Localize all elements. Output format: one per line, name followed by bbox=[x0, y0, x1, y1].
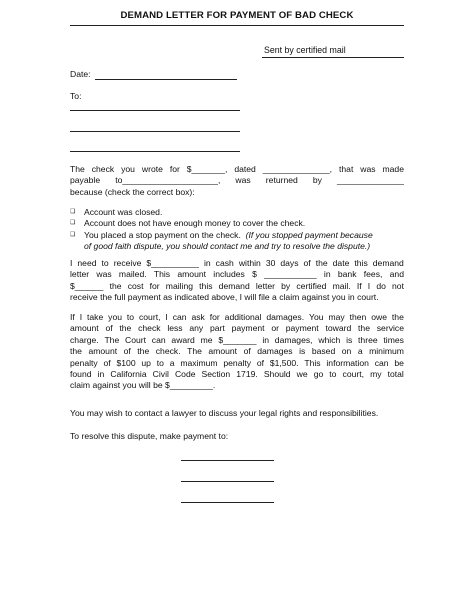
word: payable bbox=[70, 175, 101, 186]
checkbox-icon[interactable]: ❏ bbox=[70, 209, 76, 215]
address-line-2 bbox=[70, 131, 240, 132]
word: ______________, bbox=[262, 164, 333, 174]
word: to____________________, bbox=[115, 175, 221, 186]
word: for bbox=[149, 280, 160, 291]
word: times bbox=[383, 334, 404, 345]
payment-demand-paragraph bbox=[70, 258, 404, 304]
word: is bbox=[346, 334, 353, 345]
payee-line-3 bbox=[181, 502, 274, 503]
word: payment bbox=[231, 323, 265, 334]
word: which bbox=[318, 334, 341, 345]
word: need bbox=[77, 258, 97, 268]
word: of bbox=[303, 258, 311, 268]
word: letter bbox=[255, 280, 275, 291]
word: of bbox=[256, 357, 265, 368]
word: $1,500. bbox=[269, 357, 299, 368]
word: service bbox=[376, 323, 404, 334]
word: The bbox=[104, 334, 120, 345]
word: three bbox=[358, 334, 378, 345]
reason-checklist bbox=[70, 207, 410, 253]
word: $_______ bbox=[218, 334, 257, 345]
word: this bbox=[199, 280, 213, 291]
payee-line-2 bbox=[181, 481, 274, 482]
check-paragraph-line-3: because (check the correct box): bbox=[70, 186, 195, 197]
address-line-3 bbox=[70, 151, 240, 152]
sent-by-note: Sent by certified mail bbox=[264, 45, 346, 55]
date-blank-line bbox=[95, 79, 237, 80]
word: do bbox=[376, 280, 386, 291]
word: part bbox=[210, 323, 225, 334]
word: mail. bbox=[332, 280, 351, 291]
word: date bbox=[332, 258, 350, 268]
word: certified bbox=[296, 280, 327, 291]
word: within bbox=[238, 258, 261, 268]
document-title: DEMAND LETTER FOR PAYMENT OF BAD CHECK bbox=[120, 10, 354, 21]
word: amount bbox=[208, 346, 238, 357]
word: penalty bbox=[223, 357, 252, 368]
word: can bbox=[172, 312, 187, 322]
word: California bbox=[110, 369, 147, 380]
word: mailed. bbox=[118, 269, 147, 280]
check-paragraph-line-2 bbox=[70, 175, 404, 186]
word: the bbox=[358, 323, 370, 334]
word: a bbox=[357, 346, 363, 357]
payment-instruction: To resolve this dispute, make payment to: bbox=[70, 431, 229, 441]
word: to bbox=[126, 312, 135, 322]
word: You bbox=[309, 312, 324, 322]
word: not bbox=[392, 280, 404, 291]
word: of bbox=[105, 323, 113, 334]
word: wrote bbox=[141, 164, 163, 174]
word: Civil bbox=[152, 369, 169, 380]
word: bank bbox=[337, 269, 357, 280]
damages-line bbox=[70, 358, 404, 369]
word: in bbox=[262, 334, 270, 345]
word: award bbox=[171, 334, 195, 345]
word: court, bbox=[138, 312, 161, 322]
word: I bbox=[70, 258, 73, 268]
word: Court bbox=[125, 334, 147, 345]
word: damages bbox=[257, 346, 293, 357]
title-underline bbox=[70, 25, 404, 26]
word: minimum bbox=[369, 346, 404, 357]
word: the bbox=[137, 346, 150, 357]
word: $ bbox=[252, 269, 257, 280]
word: The bbox=[70, 164, 85, 174]
word: Code bbox=[174, 369, 196, 380]
word: fees, bbox=[363, 269, 383, 280]
word: by bbox=[312, 175, 322, 186]
word: on bbox=[341, 346, 352, 357]
word: was bbox=[360, 164, 376, 174]
word: returned bbox=[265, 175, 298, 186]
word: The bbox=[187, 346, 202, 357]
reason-italic-note-cont: of good faith dispute, you should contact me and try to resolve the dispute.) bbox=[84, 241, 371, 252]
damages-paragraph bbox=[70, 312, 404, 392]
word: then bbox=[349, 312, 367, 322]
word: in bbox=[323, 269, 331, 280]
word: cash bbox=[215, 258, 234, 268]
reason-text-group bbox=[84, 230, 410, 253]
word: my bbox=[370, 369, 382, 380]
word: additional bbox=[224, 312, 262, 322]
word: Should bbox=[263, 369, 291, 380]
reason-item-insufficient-funds[interactable] bbox=[70, 218, 410, 229]
word: that bbox=[339, 164, 354, 174]
word: I bbox=[367, 280, 371, 291]
word: dated bbox=[234, 164, 256, 174]
word: and bbox=[389, 269, 404, 280]
payment-demand-line: receive the full payment as indicated above, I will file a claim against you in court. bbox=[70, 292, 379, 303]
payment-demand-line bbox=[70, 281, 404, 292]
word: Section bbox=[201, 369, 231, 380]
word: This bbox=[304, 357, 321, 368]
word: information bbox=[326, 357, 369, 368]
word: penalty bbox=[70, 357, 98, 368]
word: the bbox=[119, 323, 132, 334]
word: ask bbox=[191, 312, 205, 322]
reason-item-stop-payment[interactable] bbox=[70, 230, 410, 253]
word: the bbox=[391, 312, 404, 322]
payment-demand-line bbox=[70, 258, 404, 269]
word: $__________ bbox=[146, 258, 199, 268]
word: If bbox=[356, 280, 362, 291]
check-paragraph bbox=[70, 164, 404, 198]
word: damages, bbox=[274, 334, 313, 345]
lawyer-paragraph: You may wish to contact a lawyer to discuss your legal rights and responsibilities. bbox=[70, 408, 379, 418]
checkbox-icon[interactable]: ❏ bbox=[70, 220, 76, 227]
damages-line bbox=[70, 312, 404, 323]
word: $100 bbox=[116, 357, 136, 368]
word: 30 bbox=[265, 258, 276, 268]
word: we bbox=[296, 369, 308, 380]
word: you bbox=[121, 164, 135, 174]
word: owe bbox=[371, 312, 388, 322]
payee-line-1 bbox=[181, 460, 274, 461]
word: days bbox=[280, 258, 299, 268]
word: demand bbox=[372, 258, 404, 268]
word: ______________ bbox=[337, 175, 404, 186]
word: you bbox=[108, 312, 122, 322]
word: amount bbox=[70, 323, 99, 334]
word: can bbox=[374, 357, 389, 368]
word: the bbox=[70, 346, 82, 357]
word: receive bbox=[113, 258, 142, 268]
word: for bbox=[169, 164, 180, 174]
word: was bbox=[96, 269, 112, 280]
word: 1719. bbox=[236, 369, 258, 380]
word: a bbox=[169, 357, 175, 368]
word: can bbox=[151, 334, 166, 345]
reason-text: Account was closed. bbox=[84, 207, 163, 217]
to-label: To: bbox=[70, 91, 82, 101]
word: of bbox=[243, 346, 251, 357]
word: I bbox=[165, 312, 168, 322]
word: is bbox=[299, 346, 306, 357]
word: If bbox=[70, 312, 75, 322]
reason-item-closed[interactable] bbox=[70, 207, 410, 218]
word: was bbox=[235, 175, 251, 186]
damages-line bbox=[70, 346, 404, 357]
word: be bbox=[394, 357, 404, 368]
check-paragraph-line-1 bbox=[70, 164, 404, 175]
word: of bbox=[123, 346, 131, 357]
word: in bbox=[97, 369, 105, 380]
word: court, bbox=[342, 369, 365, 380]
word: $______ bbox=[70, 280, 104, 291]
sent-by-underline bbox=[262, 57, 404, 58]
word: me bbox=[200, 334, 213, 345]
word: check bbox=[138, 323, 161, 334]
word: go bbox=[313, 369, 324, 380]
word: in bbox=[203, 258, 211, 268]
address-line-1 bbox=[70, 110, 240, 111]
checkbox-icon[interactable]: ❏ bbox=[70, 231, 76, 238]
word: based bbox=[311, 346, 336, 357]
word: by bbox=[281, 280, 291, 291]
word: $_______, bbox=[186, 164, 228, 174]
word: made bbox=[382, 164, 404, 174]
word: less bbox=[167, 323, 183, 334]
word: amount bbox=[177, 269, 207, 280]
word: toward bbox=[325, 323, 352, 334]
word: up bbox=[141, 357, 151, 368]
payment-demand-line bbox=[70, 269, 404, 280]
word: the bbox=[109, 280, 122, 291]
word: any bbox=[189, 323, 204, 334]
word: may bbox=[328, 312, 345, 322]
word: mailing bbox=[165, 280, 194, 291]
reason-text: You placed a stop payment on the check. bbox=[84, 229, 241, 240]
word: found bbox=[70, 369, 92, 380]
word: letter bbox=[70, 269, 90, 280]
word: or bbox=[271, 323, 279, 334]
reason-text: Account does not have enough money to cover the check. bbox=[84, 218, 306, 229]
word: to bbox=[101, 258, 109, 268]
word: demand bbox=[218, 280, 250, 291]
word: this bbox=[354, 258, 368, 268]
word: check bbox=[91, 164, 115, 174]
word: to bbox=[156, 357, 164, 368]
damages-line: claim against you will be $_________. bbox=[70, 380, 216, 391]
word: the bbox=[315, 258, 328, 268]
word: payment bbox=[285, 323, 319, 334]
word: I bbox=[79, 312, 83, 322]
word: ___________ bbox=[264, 269, 317, 280]
word: This bbox=[153, 269, 171, 280]
word: for bbox=[209, 312, 220, 322]
word: maximum bbox=[180, 357, 218, 368]
damages-line bbox=[70, 323, 404, 334]
word: includes bbox=[213, 269, 245, 280]
word: amount bbox=[88, 346, 118, 357]
word: damages. bbox=[266, 312, 305, 322]
damages-line bbox=[70, 369, 404, 380]
damages-line bbox=[70, 335, 404, 346]
word: total bbox=[387, 369, 404, 380]
word: of bbox=[103, 357, 111, 368]
word: cost bbox=[127, 280, 144, 291]
word: take bbox=[86, 312, 104, 322]
word: charge. bbox=[70, 334, 99, 345]
date-label: Date: bbox=[70, 69, 91, 79]
reason-italic-note: (If you stopped payment because bbox=[245, 229, 373, 240]
word: to bbox=[329, 369, 337, 380]
word: check. bbox=[155, 346, 181, 357]
